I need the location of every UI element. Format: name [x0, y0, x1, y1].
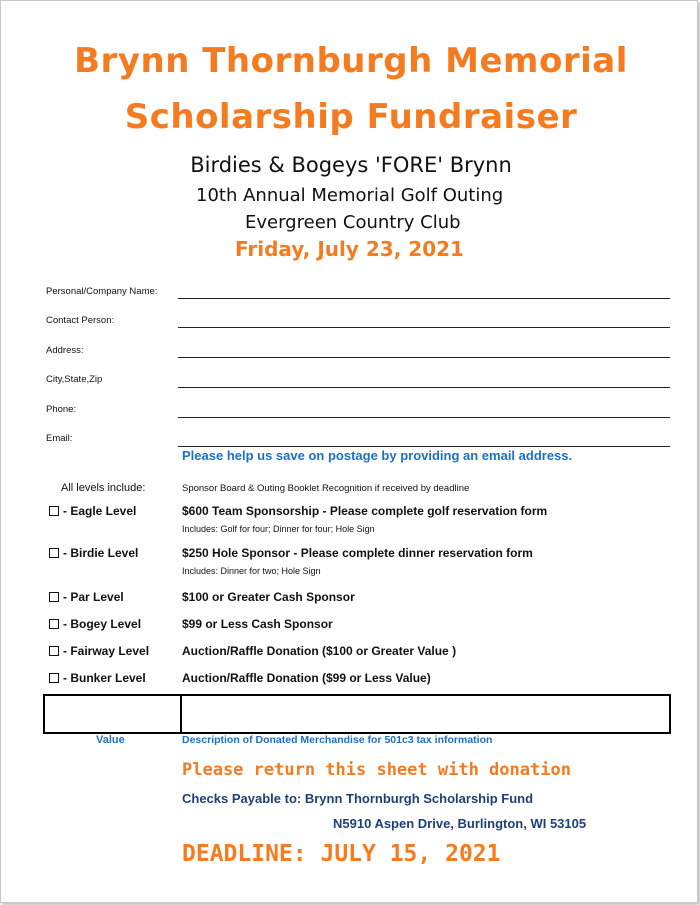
value-input[interactable] — [43, 694, 179, 732]
level-eagle-label: - Eagle Level — [63, 504, 137, 518]
title-line-1: Brynn Thornburgh Memorial — [74, 41, 628, 81]
field-label-email: Email: — [46, 433, 73, 444]
checkbox-icon[interactable] — [49, 548, 59, 558]
level-eagle-includes: Includes: Golf for four; Dinner for four; Hole Sign — [182, 524, 375, 534]
field-address-line[interactable] — [178, 357, 670, 358]
level-birdie-description: $250 Hole Sponsor - Please complete dinner reservation form — [182, 546, 533, 560]
level-eagle[interactable] — [49, 504, 136, 518]
field-contact-line[interactable] — [178, 327, 670, 328]
field-city-line[interactable] — [178, 387, 670, 388]
checkbox-icon[interactable] — [49, 673, 59, 683]
level-par[interactable] — [49, 590, 124, 604]
field-label-phone: Phone: — [46, 404, 77, 415]
merchandise-input[interactable] — [181, 694, 668, 732]
level-bogey[interactable] — [49, 617, 141, 631]
merchandise-label: Description of Donated Merchandise for 501c3 tax information — [182, 734, 493, 746]
field-phone-line[interactable] — [178, 417, 670, 418]
event-name: 10th Annual Memorial Golf Outing — [196, 185, 504, 206]
level-par-label: - Par Level — [63, 590, 124, 604]
title-line-2: Scholarship Fundraiser — [124, 97, 578, 137]
checkbox-icon[interactable] — [49, 619, 59, 629]
field-label-name: Personal/Company Name: — [46, 286, 158, 297]
field-label-address: Address: — [46, 345, 84, 356]
value-label: Value — [96, 734, 125, 746]
return-note: Please return this sheet with donation — [182, 760, 571, 780]
level-bogey-description: $99 or Less Cash Sponsor — [182, 617, 333, 631]
field-label-contact: Contact Person: — [46, 315, 115, 326]
level-bunker[interactable] — [49, 671, 146, 685]
checkbox-icon[interactable] — [49, 646, 59, 656]
event-date: Friday, July 23, 2021 — [235, 237, 464, 261]
level-bunker-label: - Bunker Level — [63, 671, 146, 685]
level-fairway[interactable] — [49, 644, 149, 658]
level-bunker-description: Auction/Raffle Donation ($99 or Less Value) — [182, 671, 431, 685]
level-par-description: $100 or Greater Cash Sponsor — [182, 590, 355, 604]
email-note: Please help us save on postage by providing an email address. — [182, 448, 573, 463]
subtitle: Birdies & Bogeys 'FORE' Brynn — [190, 153, 512, 177]
checks-payable: Checks Payable to: Brynn Thornburgh Scholarship Fund — [182, 791, 534, 806]
all-levels-label: All levels include: — [61, 482, 146, 494]
field-name-line[interactable] — [178, 298, 670, 299]
venue: Evergreen Country Club — [245, 212, 461, 233]
level-bogey-label: - Bogey Level — [63, 617, 142, 631]
level-birdie-includes: Includes: Dinner for two; Hole Sign — [182, 566, 321, 576]
field-email-line[interactable] — [178, 446, 670, 447]
level-fairway-description: Auction/Raffle Donation ($100 or Greater Value ) — [182, 644, 457, 658]
field-label-city: City,State,Zip — [46, 374, 103, 385]
mailing-address: N5910 Aspen Drive, Burlington, WI 53105 — [333, 816, 587, 831]
all-levels-text: Sponsor Board & Outing Booklet Recognition if received by deadline — [182, 483, 470, 494]
level-birdie-label: - Birdie Level — [63, 546, 139, 560]
deadline: DEADLINE: JULY 15, 2021 — [182, 841, 501, 867]
level-birdie[interactable] — [49, 546, 138, 560]
level-eagle-description: $600 Team Sponsorship - Please complete golf reservation form — [182, 504, 548, 518]
checkbox-icon[interactable] — [49, 506, 59, 516]
level-fairway-label: - Fairway Level — [63, 644, 150, 658]
checkbox-icon[interactable] — [49, 592, 59, 602]
